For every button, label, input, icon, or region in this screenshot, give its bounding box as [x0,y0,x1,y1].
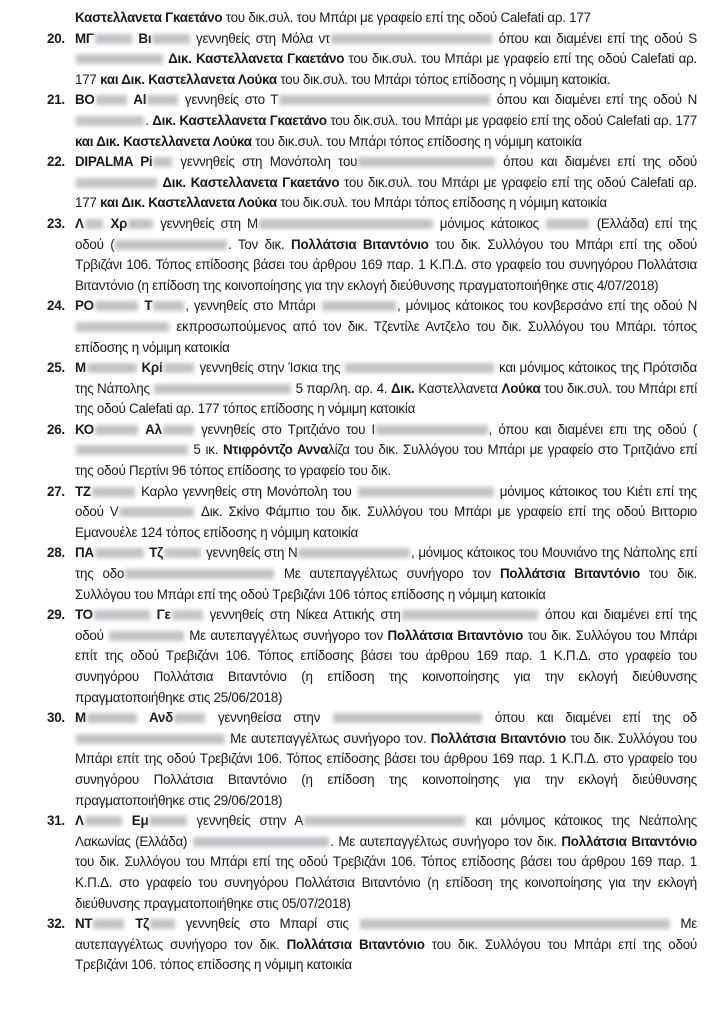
list-item [47,543,697,605]
redacted-text [109,631,183,641]
item-text [75,811,697,914]
text-run: του δικ. Συλλόγου του Μπάρι επίτ της οδού Τρεβιζάνι 106. Τόπος επίδοσης βάσει του άρθρου 169 παρ. 1 Κ.Π.Δ. στο γραφείο του συνηγόρου Πολλάτσια Βιταντόνιο (η επίδοση της κοινοποίησης για την εκλογή διεύθυνσης πραγματοποιήθηκε στις 29/06/2018) [75,730,697,808]
bold-text: Ντιφρόντζο Αννα [222,442,329,458]
item-number: 21. [47,92,65,108]
bold-text: Πολλάτσια Βιταντόνιο [291,236,429,252]
bold-text: Δικ. Καστελλανετα Γκαετάνο [162,174,340,190]
item-number: 25. [47,360,65,376]
redacted-text [358,487,494,497]
text-run: γεννηθείς στη Νίκεα Αττικής στη [203,607,401,623]
item-text [75,543,697,605]
item-number: 27. [47,483,65,499]
list-item [47,296,697,358]
redacted-text [259,219,433,229]
list-item [47,811,697,914]
bold-text: Λούκα [501,380,541,396]
redacted-text [360,919,670,929]
text-run: του δικ.συλ. του Μπάρι τόπος επίδοσης η νόμιμη κατοικία [276,195,607,211]
text-run: . Τον δικ. [228,236,292,252]
bold-text: ΝΤ [75,916,93,932]
bold-text: Τζ [125,916,150,932]
item-number: 24. [47,298,65,314]
bold-text: Δικ. Καστελλανετα Γκαετάνο [152,112,327,128]
redacted-text [333,713,482,723]
item-text [75,90,697,152]
text-run: , μόνιμος κάτοικος του Μουνιάνο της Νάπολης επί της οδο [75,545,697,582]
text-run: Με αυτεπαγγέλτως συνήγορο τον [274,566,500,582]
item-number: 31. [47,813,65,829]
bold-text: Γε [150,607,171,623]
text-run: του δικ.συλ. του Μπάρι με γραφείο επί της οδού Calefati αρ. 177 [75,174,697,211]
text-run: όπου και διαμένει επί της οδού [495,154,697,170]
redacted-text [546,219,589,229]
redacted-text [331,34,492,44]
text-run: όπου και διαμένει επί της οδ [482,710,697,726]
text-run: γεννηθείς στο Τριτζιάνο του Ι [194,421,375,437]
redacted-text [96,95,127,105]
redacted-text [115,240,227,250]
bold-text: Τ [139,298,153,314]
text-run: λίζα του δικ. Συλλόγου του Μπάρι με γραφείο στο Τριτζιάνο επί της οδού Περτίνι 96 τόπος επίδοσης το γραφείο του δικ. [75,442,698,479]
text-run: του δικ. Συλλόγου του Μπάρι επί της οδού Τρεβιζάνι 106. Τόπος επίδοσης βάσει του άρθρου 169 παρ. 1 Κ.Π.Δ. στο γραφείο του συνηγόρου Πολλάτσια Βιταντόνιο (η επίδοση της κοινοποίησης για την εκλογή διεύθυνσης πραγματοποιήθηκε στις 05/07/2018) [75,854,697,911]
item-number: 20. [47,30,65,46]
text-run: του δικ.συλ. του Μπάρι με γραφείο επί της οδού Calefati αρ. 177 [222,10,591,25]
redacted-text [152,34,189,44]
item-text [75,152,697,214]
redacted-text [164,548,201,558]
bold-text: και Δικ. Καστελλανετα Λούκα [75,133,252,149]
text-run: , όπου και διαμένει επι της οδού ( [488,421,697,437]
redacted-text [85,816,122,826]
text-run: του δικ.συλ. του Μπάρι με γραφείο επί της οδού Calefati αρ. 177 [75,51,697,87]
text-run: 5 ικ. [188,442,223,458]
item-number: 28. [47,545,65,561]
text-run: και μόνιμος κάτοικος της Νεάπολης Λακωνίας (Ελλάδα) [75,813,697,849]
bold-text: και Δικ. Καστελλανετα Λούκα [100,71,277,87]
list-item [47,605,697,708]
redacted-text [92,487,135,497]
redacted-text [125,569,274,579]
bold-text: Χρ [104,215,128,231]
list-item [47,420,697,482]
bold-text: Πολλάτσια Βιταντόνιο [387,627,524,643]
redacted-text [95,301,138,311]
item-number: 32. [47,916,65,932]
redacted-text [95,425,138,435]
bold-text: Al [127,92,147,108]
bold-text: Μ [75,710,86,726]
text-run: μόνιμος κάτοικος [433,215,546,231]
bold-text: ΚΟ [75,421,94,437]
text-run: , γεννηθείς στο Μπάρι [185,298,321,314]
redacted-text [76,54,163,64]
list-item [47,914,697,976]
item-text [75,914,697,976]
text-run: του δικ.συλ. του Μπάρι τόπος επίδοσης η νόμιμη κατοικία [251,133,582,149]
text-run: και μόνιμος κάτοικος της Πρότσιδα της Νάπολης [75,360,697,396]
item-number: 26. [47,421,65,437]
text-run: του δικ. Συλλόγου του Μπάρι επί της οδού Τρβιζάνι 106. Τόπος επίδοσης βάσει του άρθρου 169 παρ. 1 Κ.Π.Δ. στο γραφείο του συνηγόρου Πολλάτσια Βιταντόνιο (η επίδοση της κοινοποίησης για την εκλογή διεύθυνσης πραγματοποιήθηκε στις 4/07/2018) [75,236,697,293]
redacted-text [85,219,104,229]
bold-text: ΡΟ [75,298,94,314]
text-run: του δικ. Συλλόγου του Μπάρι επί της οδού Τρεβιζάνι 106. τόπος επίδοσης η νόμιμη κατοικία [75,936,697,973]
item-text [75,482,697,544]
text-run: . Με αυτεπαγγέλτως συνήγορο τον δικ. [330,833,562,849]
redacted-text [358,157,494,167]
text-run: Δικ. Σκίνο Φάμπιο του δικ. Συλλόγου του Μπάρι με γραφείο επί της οδού Βιττοριο Εμανουέλε 124 τόπος επίδοσης η νόμιμη κατοικία [75,504,698,540]
text-run: του δικ.συλ. του Μπάρι με γραφείο επί της οδού Calefati αρ. 177 [326,112,697,128]
item-text [75,358,697,420]
list-item [47,708,697,811]
text-run: Με αυτεπαγγέλτως συνήγορο τον δικ. [75,916,697,952]
item-number: 30. [47,710,65,726]
bold-text: ΠΑ [75,545,94,561]
text-run: μόνιμος κάτοικος του Κιέτι επί της οδού V [75,483,697,520]
list-item [47,90,697,152]
item-text [75,605,697,708]
redacted-text [87,363,137,373]
redacted-text [153,301,184,311]
redacted-text [128,219,153,229]
bold-text: Δικ. Καστελλανετα Γκαετάνο [168,51,345,67]
redacted-text [76,734,225,744]
bold-text: Ανδ [137,710,173,726]
text-run: 5 παρ/λη. αρ. 4. [291,380,391,396]
redacted-text [76,445,188,455]
list-item [47,152,697,214]
redacted-text [147,95,178,105]
text-run: του δικ.συλ. του Μπάρι τόπος επίδοσης η νόμιμη κατοικία. [276,71,611,87]
redacted-text [149,816,186,826]
bold-text: Δικ. [391,380,415,396]
text-run: γεννηθείς στη Μ [154,215,258,231]
bold-text: Εμ [122,813,149,829]
item-number: 23. [47,215,65,231]
redacted-text [94,610,150,620]
bold-text: Καστελλανετα Γκαετάνο [75,10,223,25]
redacted-text [174,713,205,723]
redacted-text [76,178,157,188]
text-run: όπου και διαμένει επί της οδού [75,607,698,643]
text-run: γεννηθείς στην Α [187,813,304,829]
redacted-text [76,322,169,332]
numbered-list [47,29,697,976]
text-run: του δικ. Συλλόγου του Μπάρι επί της οδού Τρεβιζάνι 106 τόπος επίδοσης η νόμιμη κατοικία [75,566,698,602]
text-run: γεννηθείς στο Μπαρί στις [175,916,359,932]
text-run: όπου και διαμένει επί της οδού S [493,30,697,46]
redacted-text [150,919,175,929]
redacted-text [402,610,538,620]
bold-text: ΤΟ [75,607,93,623]
bold-text: Λ [75,215,84,231]
text-run: γεννηθείς στη Μόλα ντ [190,30,330,46]
text-run: γεννηθείς στο Τ [179,92,279,108]
redacted-text [193,837,329,847]
text-run: (Ελλάδα) επί της οδού ( [75,215,697,252]
redacted-text [95,548,145,558]
bold-text: Πολλάτσια Βιταντόνιο [500,566,640,582]
text-run: του δικ.συλ. του Μπάρι επί της οδού Calefati αρ. 177 τόπος επίδοσης η νόμιμη κατοικία [75,380,697,417]
redacted-text [376,425,488,435]
redacted-text [119,507,193,517]
bold-text: ΜΓ [75,30,94,46]
redacted-text [95,34,132,44]
redacted-text [93,919,124,929]
text-run: εκπροσωπούμενος από τον δικ. Τζεντίλε Αντζελο του δικ. Συλλόγου του Μπάρι. τόπος επίδοσης η νόμιμη κατοικία [75,318,697,355]
redacted-text [322,301,396,311]
bold-text: Λ [75,813,84,829]
bold-text: Πολλάτσια Βιταντόνιο [430,730,567,746]
redacted-text [163,425,194,435]
list-item [47,482,697,544]
redacted-text [345,363,494,373]
redacted-text [153,157,172,167]
text-run: Καστελλανετα [414,380,502,396]
redacted-text [163,363,194,373]
item-text [75,296,697,358]
text-run: γεννηθείς στην Ίσκια της [195,360,345,376]
text-run: . [145,112,153,128]
item-text [75,708,697,811]
item-text [75,420,697,482]
bold-text: DIPALMA Pi [75,154,153,170]
bold-text: ΒΟ [75,92,95,108]
text-run: όπου και διαμένει επί της οδού Ν [490,92,697,108]
text-run: γεννηθείσα στην [205,710,332,726]
bold-text: Μ [75,360,86,376]
text-run: Με αυτεπαγγέλτως συνήγορο τον. [225,730,431,746]
list-item [47,358,697,420]
redacted-text [279,95,490,105]
bold-text: Πολλάτσια Βιταντόνιο [561,833,697,849]
bold-text: ΤΖ [75,483,91,499]
text-run: Με αυτεπαγγέλτως συνήγορο τον [184,627,388,643]
text-run: , μόνιμος κάτοικος του κονβερσάνο επί της οδού Ν [397,298,697,314]
bold-text: και Δικ. Καστελλανετα Λούκα [100,195,277,211]
bold-text: Κρί [137,360,163,376]
list-item [47,214,697,296]
bold-text: Βι [132,30,152,46]
bold-text: Αλ [139,421,162,437]
redacted-text [76,116,144,126]
redacted-text [304,816,465,826]
item-text [75,214,697,296]
item-number: 29. [47,607,65,623]
list-item [47,29,697,91]
redacted-text [87,713,137,723]
text-run: γεννηθείς στη Μονόπολη του [172,154,358,170]
redacted-text [154,384,290,394]
bold-text: Πολλάτσια Βιταντόνιο [286,936,425,952]
text-run: γεννηθείς στη Ν [202,545,298,561]
redacted-text [298,548,410,558]
bold-text: Τζ [145,545,164,561]
redacted-text [172,610,203,620]
item-number: 22. [47,154,65,170]
continuation-paragraph [47,8,697,29]
text-run: του δικ. Συλλόγου του Μπάρι επίτ της οδού Τρεβιζάνι 106. Τόπος επίδοσης βάσει του άρθρου 169 παρ. 1 Κ.Π.Δ. στο γραφείο του συνηγόρου Πολλάτσια Βιταντόνιο (η επίδοση της κοινοποίησης για την εκλογή διεύθυνσης πραγματοποιήθηκε στις 25/06/2018) [75,627,697,705]
text-run: Καρλο γεννηθείς στη Μονόπολη του [136,483,357,499]
item-text [75,29,697,91]
